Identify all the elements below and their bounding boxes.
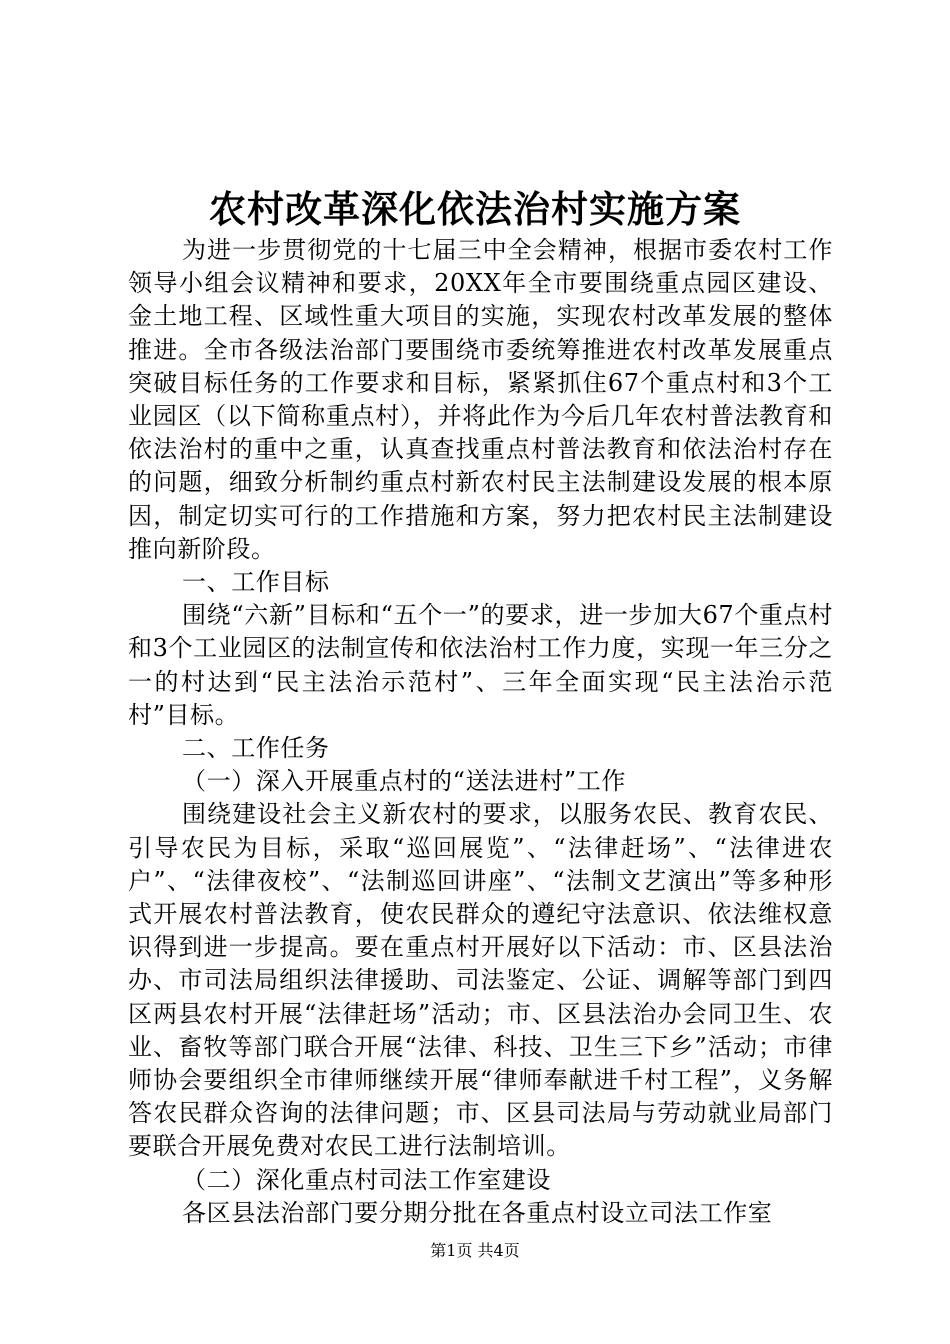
section-heading-goals: 一、工作目标	[182, 568, 330, 597]
intro-paragraph: 为进一步贯彻党的十七届三中全会精神，根据市委农村工作领导小组会议精神和要求，20XX年全市要围绕重点园区建设、金土地工程、区域性重大项目的实施，实现农村改革发展的整体推进。全市各级法治部门要围绕市委统筹推进农村改革发展重点突破目标任务的工作要求和目标，紧紧抓住67个重点村和3个工业园区（以下简称重点村），并将此作为今后几年农村普法教育和依法治村的重中之重，认真查找重点村普法教育和依法治村存在的问题，细致分析制约重点村新农村民主法制建设发展的根本原因，制定切实可行的工作措施和方案，努力把农村民主法制建设推向新阶段。	[128, 236, 833, 563]
tasks-paragraph-2: 各区县法治部门要分期分批在各重点村设立司法工作室	[182, 1198, 773, 1227]
document-body	[128, 234, 833, 1230]
document-title: 农村改革深化依法治村实施方案	[209, 187, 741, 231]
tasks-paragraph-1: 围绕建设社会主义新农村的要求，以服务农民、教育农民、引导农民为目标，采取“巡回展览”、“法律赶场”、“法律进农户”、“法律夜校”、“法制巡回讲座”、“法制文艺演出”等多种形式开展农村普法教育，使农民群众的遵纪守法意识、依法维权意识得到进一步提高。要在重点村开展好以下活动：市、区县法治办、市司法局组织法律援助、司法鉴定、公证、调解等部门到四区两县农村开展“法律赶场”活动；市、区县法治办会同卫生、农业、畜牧等部门联合开展“法律、科技、卫生三下乡”活动；市律师协会要组织全市律师继续开展“律师奉献进千村工程”，义务解答农民群众咨询的法律问题；市、区县司法局与劳动就业局部门要联合开展免费对农民工进行法制培训。	[128, 800, 833, 1161]
section-heading-tasks: 二、工作任务	[182, 734, 330, 763]
goals-paragraph: 围绕“六新”目标和“五个一”的要求，进一步加大67个重点村和3个工业园区的法制宣传和依法治村工作力度，实现一年三分之一的村达到“民主法治示范村”、三年全面实现“民主法治示范村”目标。	[128, 601, 833, 729]
subsection-heading-2: （二）深化重点村司法工作室建设	[182, 1165, 551, 1194]
page-number: 第1页 共4页	[430, 1241, 520, 1260]
subsection-heading-1: （一）深入开展重点村的“送法进村”工作	[182, 767, 626, 796]
